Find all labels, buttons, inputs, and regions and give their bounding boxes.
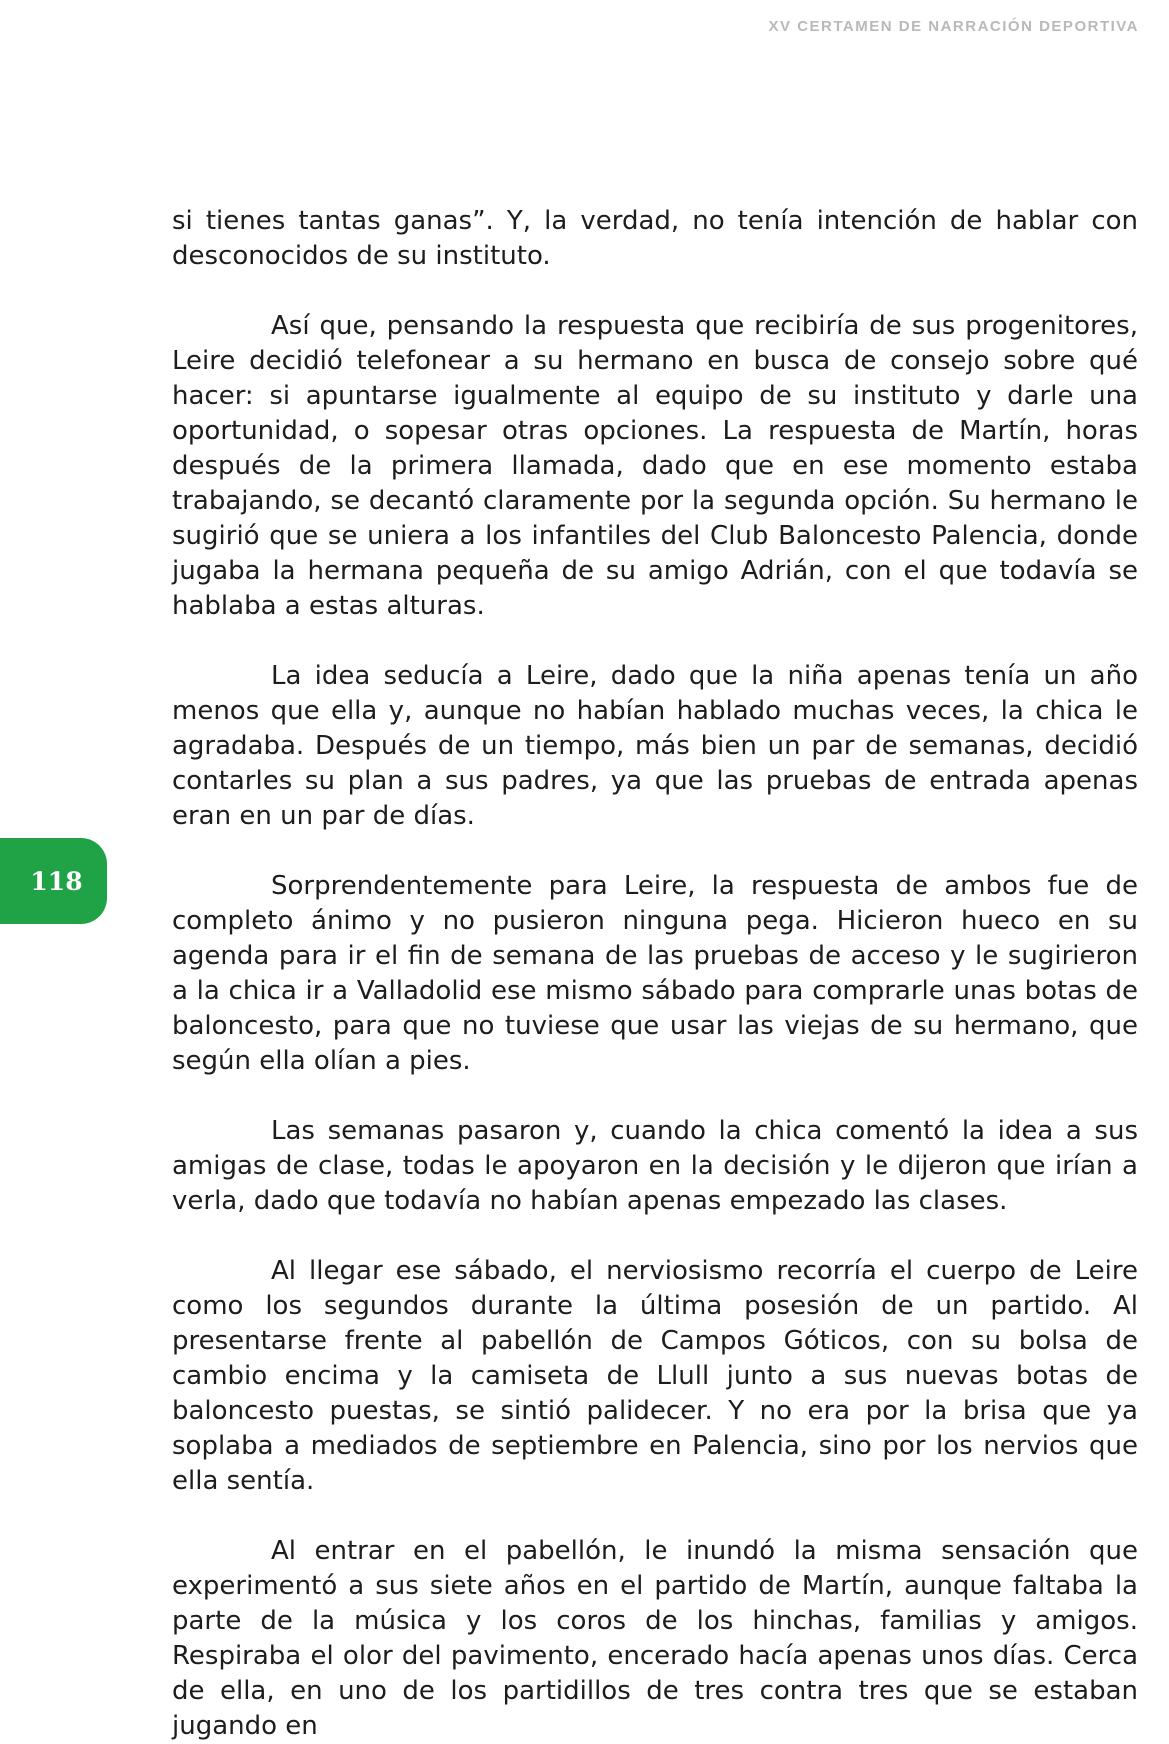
body-text	[172, 204, 1138, 1744]
page-number-tab	[0, 838, 107, 924]
paragraph: La idea seducía a Leire, dado que la niña apenas tenía un año menos que ella y, aunque no habían hablado muchas veces, la chica le agradaba. Después de un tiempo, más bien un par de semanas, decidió contarles su plan a sus padres, ya que las pruebas de entrada apenas eran en un par de días.	[172, 661, 1138, 831]
paragraph: Al llegar ese sábado, el nerviosismo recorría el cuerpo de Leire como los segundos durante la última posesión de un partido. Al presentarse frente al pabellón de Campos Góticos, con su bolsa de cambio encima y la camiseta de Llull junto a sus nuevas botas de baloncesto puestas, se sintió palidecer. Y no era por la brisa que ya soplaba a mediados de septiembre en Palencia, sino por los nervios que ella sentía.	[172, 1256, 1138, 1496]
paragraph: Las semanas pasaron y, cuando la chica comentó la idea a sus amigas de clase, todas le apoyaron en la decisión y le dijeron que irían a verla, dado que todavía no habían apenas empezado las clases.	[172, 1116, 1138, 1216]
running-header: XV CERTAMEN DE NARRACIÓN DEPORTIVA	[768, 18, 1139, 35]
paragraph: Así que, pensando la respuesta que recibiría de sus progenitores, Leire decidió telefonear a su hermano en busca de consejo sobre qué hacer: si apuntarse igualmente al equipo de su instituto y darle una oportunidad, o sopesar otras opciones. La respuesta de Martín, horas después de la primera llamada, dado que en ese momento estaba trabajando, se decantó claramente por la segunda opción. Su hermano le sugirió que se uniera a los infantiles del Club Baloncesto Palencia, donde jugaba la hermana pequeña de su amigo Adrián, con el que todavía se hablaba a estas alturas.	[172, 311, 1138, 621]
paragraph: si tienes tantas ganas”. Y, la verdad, no tenía intención de hablar con desconocidos de su instituto.	[172, 206, 1138, 271]
page-number: 118	[30, 866, 83, 896]
paragraph: Al entrar en el pabellón, le inundó la misma sensación que experimentó a sus siete años en el partido de Martín, aunque faltaba la parte de la música y los coros de los hinchas, familias y amigos. Respiraba el olor del pavimento, encerado hacía apenas unos días. Cerca de ella, en uno de los partidillos de tres contra tres que se estaban jugando en	[172, 1536, 1138, 1741]
paragraph: Sorprendentemente para Leire, la respuesta de ambos fue de completo ánimo y no pusieron ninguna pega. Hicieron hueco en su agenda para ir el fin de semana de las pruebas de acceso y le sugirieron a la chica ir a Valladolid ese mismo sábado para comprarle unas botas de baloncesto, para que no tuviese que usar las viejas de su hermano, que según ella olían a pies.	[172, 871, 1138, 1076]
